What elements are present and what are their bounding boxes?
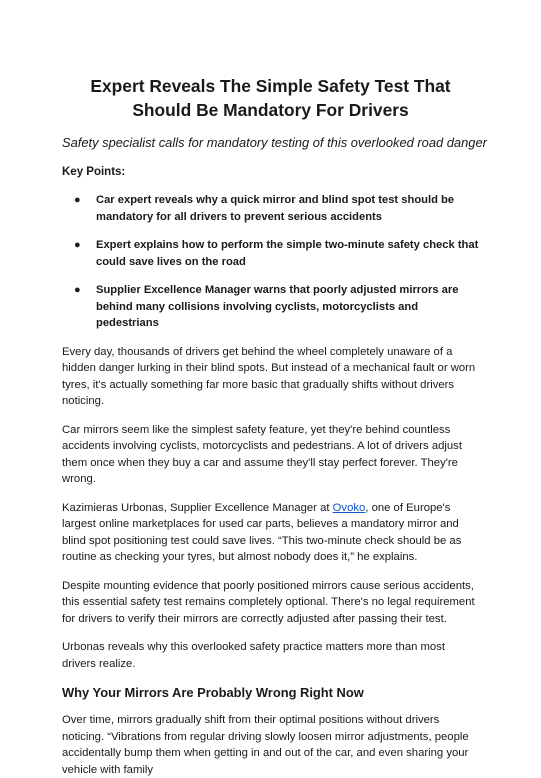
- key-points-heading: Key Points:: [62, 166, 126, 178]
- body-paragraph-1: Every day, thousands of drivers get behind the wheel completely unaware of a hidden danger lurking in their blind spots. But instead of a mechanical fault or worn tyres, it's actually something far more basic that gradually shifts without drivers noticing.: [62, 345, 476, 407]
- body-paragraph-6: Over time, mirrors gradually shift from their optimal positions without drivers noticing. “Vibrations from regular driving slowly loosen mirror adjustments, people accidentally bump them when getting in and out of the car, and even sharing your vehicle with family: [62, 714, 469, 776]
- body-paragraph-3: [62, 500, 479, 566]
- key-point-text: Supplier Excellence Manager warns that poorly adjusted mirrors are behind many collisions involving cyclists, motorcyclists and pedestrians: [96, 284, 459, 329]
- key-point-item: [62, 237, 479, 270]
- paragraph-text: Kazimieras Urbonas, Supplier Excellence Manager at: [62, 501, 333, 514]
- body-paragraph-5: Urbonas reveals why this overlooked safety practice matters more than most drivers realize.: [62, 641, 446, 670]
- bullet-icon: ●: [74, 239, 81, 251]
- key-point-item: [62, 282, 479, 332]
- paragraph-text: , one of Europe's largest online marketplaces for used car parts, believes a mandatory mirror and blind spot positioning test could save lives. “This two-minute check should be as routine as checking your tyres, but almost nobody does it,” he explains.: [62, 501, 462, 563]
- ovoko-link[interactable]: Ovoko: [332, 501, 366, 514]
- body-paragraph-4: Despite mounting evidence that poorly positioned mirrors cause serious accidents, this essential safety test remains completely optional. There's no legal requirement for drivers to verify their mirrors are correctly adjusted after passing their test.: [62, 579, 475, 625]
- key-point-text: Expert explains how to perform the simple two-minute safety check that could save lives on the road: [96, 239, 479, 268]
- key-point-text: Car expert reveals why a quick mirror and blind spot test should be mandatory for all drivers to prevent serious accidents: [96, 194, 455, 223]
- key-point-item: [62, 192, 479, 225]
- body-paragraph-2: Car mirrors seem like the simplest safety feature, yet they're behind countless accidents involving cyclists, motorcyclists and pedestrians. A lot of drivers adjust them once when they buy a car and assume they'll stay perfect forever. They're wrong.: [62, 423, 462, 485]
- bullet-icon: ●: [74, 284, 81, 296]
- key-points-list: [62, 192, 479, 332]
- article-subtitle: Safety specialist calls for mandatory testing of this overlooked road danger: [62, 135, 487, 150]
- bullet-icon: ●: [74, 194, 81, 206]
- section-heading: Why Your Mirrors Are Probably Wrong Right Now: [62, 685, 364, 700]
- article-title: Expert Reveals The Simple Safety Test That Should Be Mandatory For Drivers: [90, 76, 451, 120]
